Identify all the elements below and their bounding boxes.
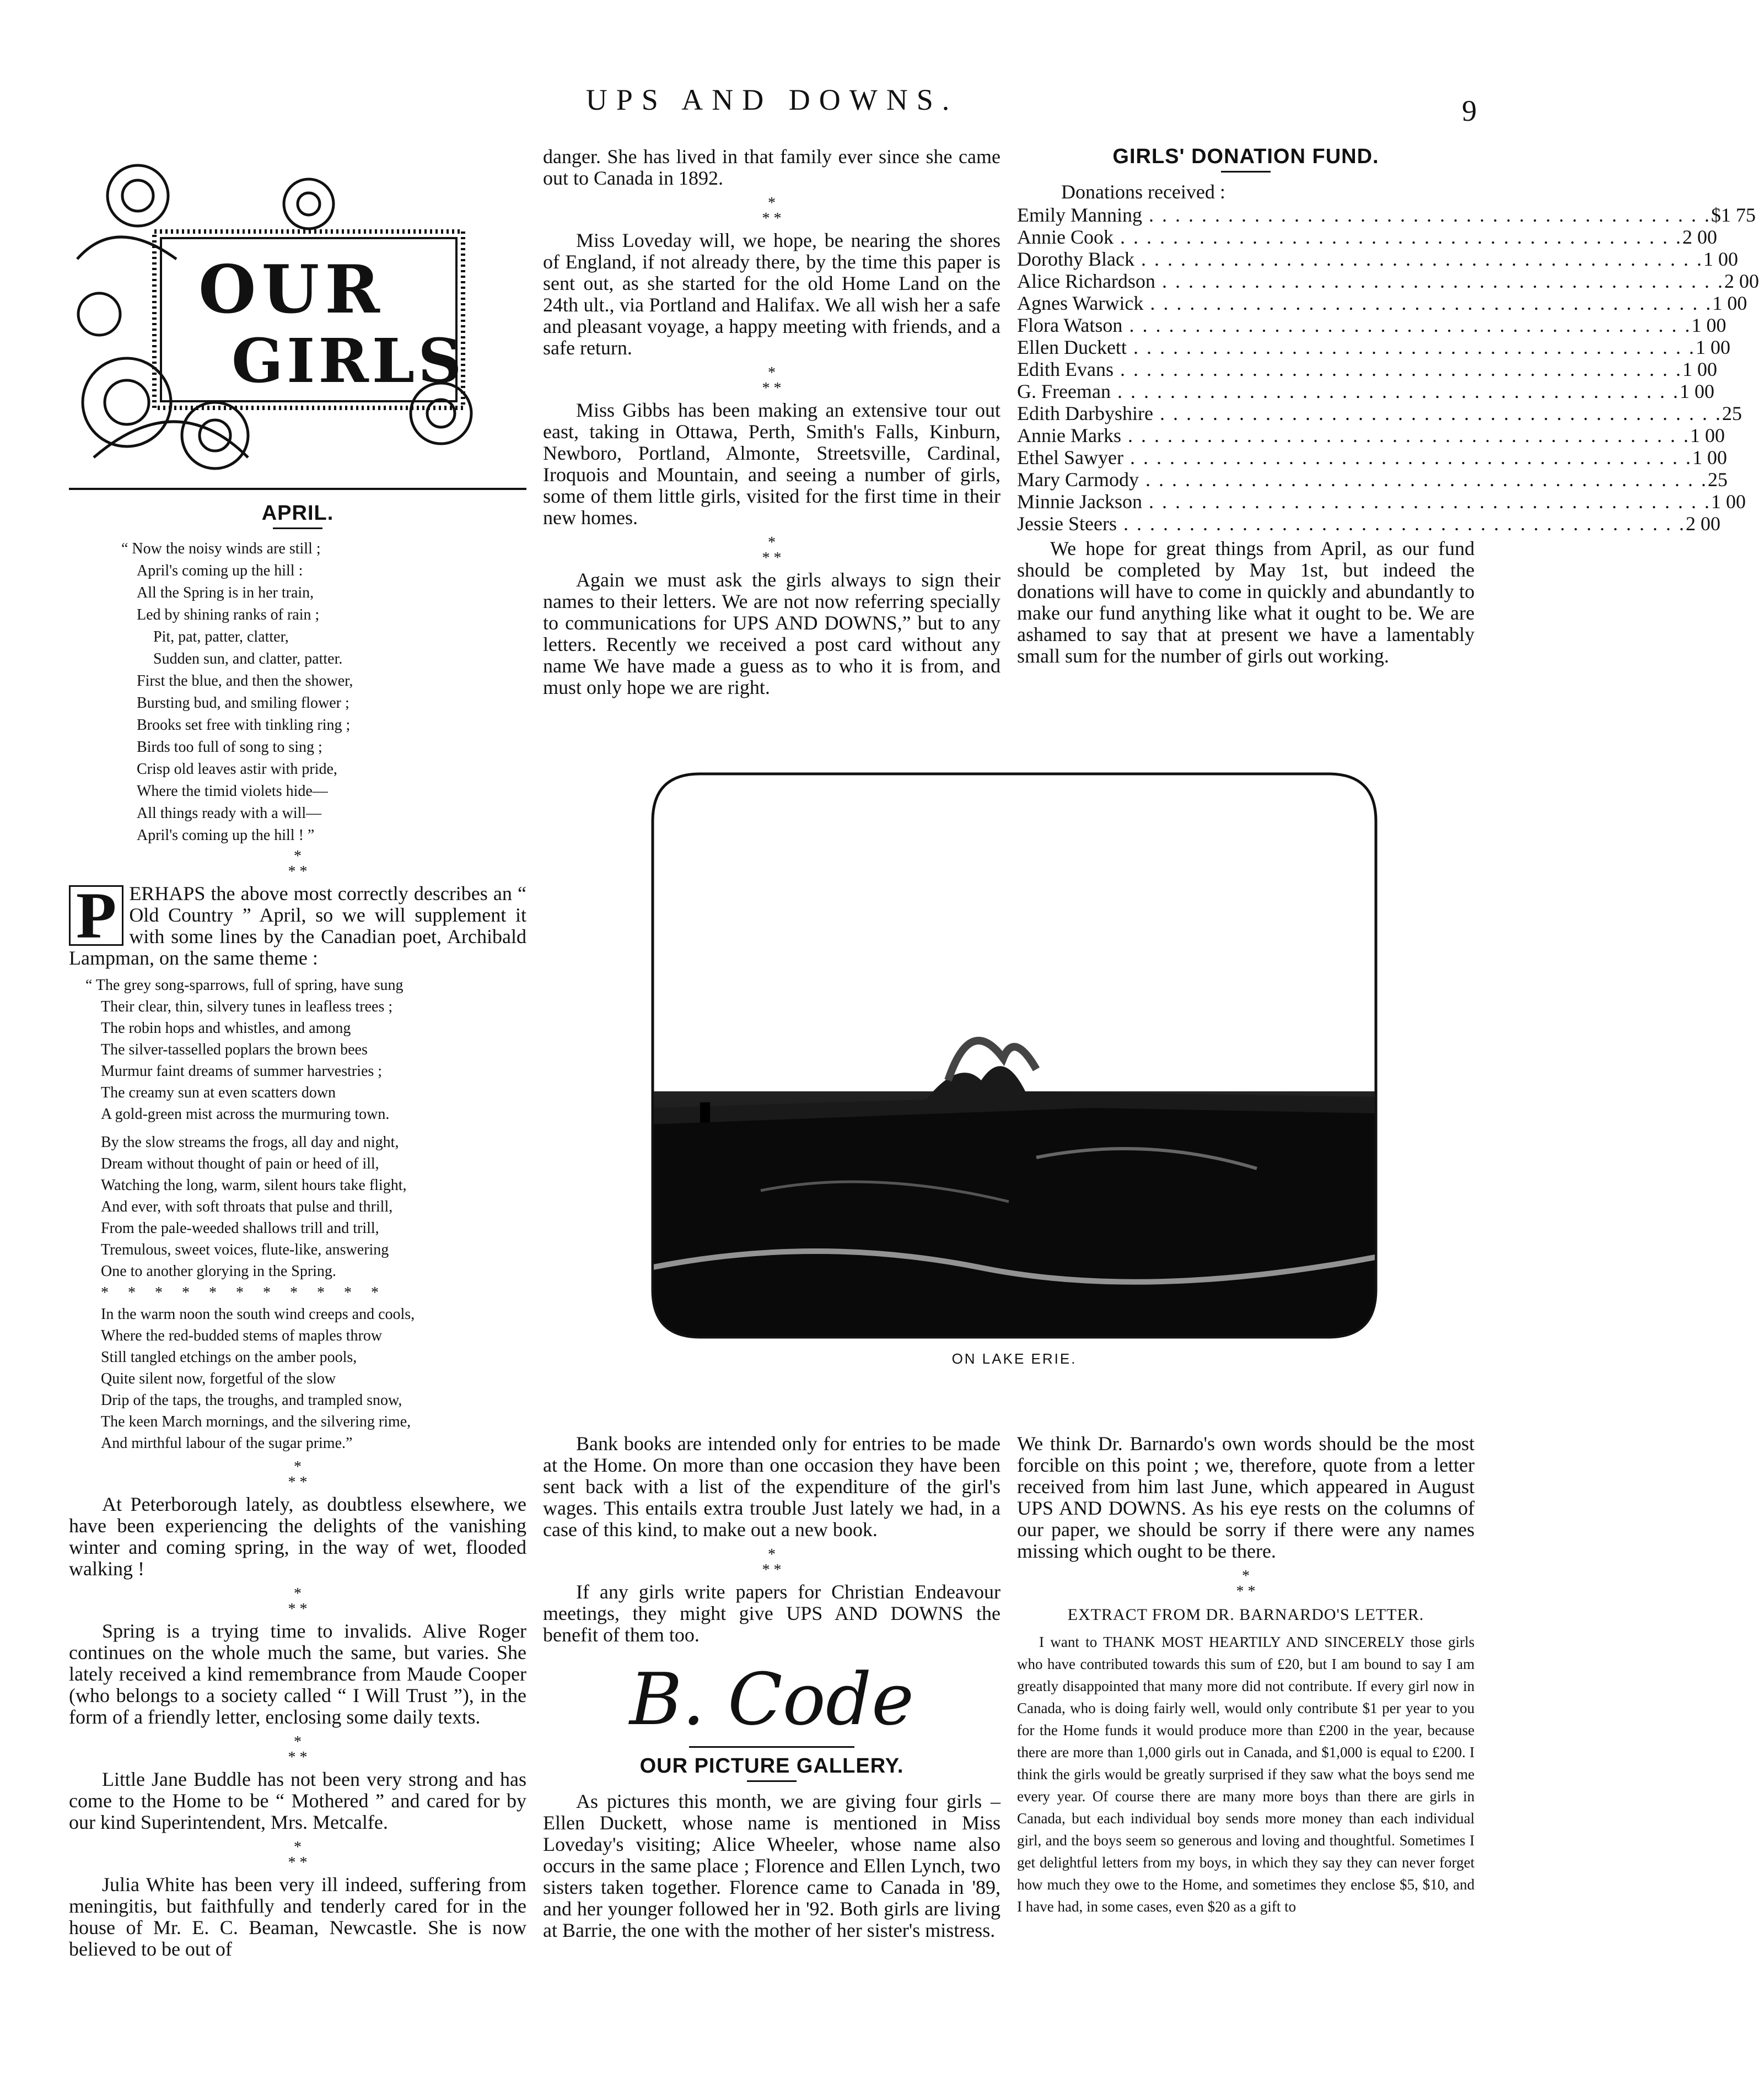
poem-line: April's coming up the hill : bbox=[137, 562, 303, 579]
donation-row bbox=[1017, 358, 1717, 380]
extract-text: I want to THANK MOST HEARTILY AND SINCERELY those girls who have contributed towards this sum of £20, but I am bound to say I am greatly disappointed that many more did not contribute. If every girl now in Canada, who is doing fairly well, would only contribute $1 per year to you for the Home funds it would produce more than £200 in the year, because there are more than 1,000 girls out in Canada, and $1,000 is equal to £200. I think the girls would be greatly surprised if they saw what the boys send me every year. Of course there are many more boys than there are girls in Canada, but each individual boy sends more money than each individual girl, and the boys seem so generous and loving and thoughtful. Sometimes I get delightful letters from my boys, in which they say they can never forget how much they owe to the Home, and sometimes they enclose $5, $10, and I have had, in some cases, even $20 as a gift to bbox=[1017, 1634, 1475, 1915]
poem-line: By the slow streams the frogs, all day and night, bbox=[101, 1134, 399, 1151]
photo-caption: ON LAKE ERIE. bbox=[951, 1350, 1077, 1367]
asterism: * * * bbox=[762, 364, 782, 397]
leader-dots: . . . . . . . . . . . . . . . . . . . . . . . . . . . . . . . . . . . . . . . . . . . bbox=[1138, 469, 1708, 491]
middle-column-bottom bbox=[543, 1433, 1000, 1948]
donation-row bbox=[1017, 491, 1746, 513]
donation-row bbox=[1017, 204, 1756, 226]
donor-name: Dorothy Black bbox=[1017, 248, 1134, 270]
donation-row bbox=[1017, 424, 1725, 446]
donor-name: Edith Evans bbox=[1017, 358, 1114, 380]
donor-name: Agnes Warwick bbox=[1017, 292, 1144, 314]
leader-dots: . . . . . . . . . . . . . . . . . . . . . . . . . . . . . . . . . . . . . . . . . . . bbox=[1121, 424, 1690, 446]
leader-dots: . . . . . . . . . . . . . . . . . . . . . . . . . . . . . . . . . . . . . . . . . . . bbox=[1143, 292, 1713, 314]
lake-erie-photo bbox=[650, 772, 1378, 1339]
april-heading: APRIL. bbox=[261, 502, 334, 525]
asterism: * * * bbox=[288, 1839, 308, 1871]
leader-dots: . . . . . . . . . . . . . . . . . . . . . . . . . . . . . . . . . . . . . . . . . . . bbox=[1153, 402, 1722, 424]
masthead-girls: GIRLS bbox=[232, 325, 465, 396]
masthead-our: OUR bbox=[198, 251, 385, 329]
extract-heading: EXTRACT FROM DR. BARNARDO'S LETTER. bbox=[1067, 1606, 1424, 1624]
donation-amount: 1 00 bbox=[1710, 491, 1746, 513]
donation-row bbox=[1017, 513, 1720, 535]
donor-name: Ellen Duckett bbox=[1017, 336, 1127, 358]
poem-line: Watching the long, warm, silent hours take flight, bbox=[101, 1177, 407, 1194]
left-column bbox=[69, 496, 526, 1967]
asterism: * * * bbox=[762, 534, 782, 567]
middle-column-top bbox=[543, 146, 1000, 705]
donor-name: Emily Manning bbox=[1017, 204, 1142, 226]
asterism: * * * bbox=[288, 848, 308, 880]
donation-row bbox=[1017, 226, 1717, 248]
poem-line: Crisp old leaves astir with pride, bbox=[137, 761, 337, 778]
poem-line: The robin hops and whistles, and among bbox=[101, 1020, 351, 1037]
poem-line: Quite silent now, forgetful of the slow bbox=[101, 1370, 336, 1387]
poem-line: Birds too full of song to sing ; bbox=[137, 739, 322, 756]
poem-line: In the warm noon the south wind creeps and cools, bbox=[101, 1306, 415, 1323]
leader-dots: . . . . . . . . . . . . . . . . . . . . . . . . . . . . . . . . . . . . . . . . . . . bbox=[1134, 248, 1703, 270]
poem-line: All the Spring is in her train, bbox=[137, 584, 314, 601]
donation-amount: 1 00 bbox=[1692, 446, 1727, 469]
donation-row bbox=[1017, 248, 1738, 270]
asterism: * * * bbox=[762, 195, 782, 227]
signature-rule bbox=[689, 1746, 854, 1748]
loveday-paragraph: Miss Loveday will, we hope, be nearing the shores of England, if not already there, by the time this paper is sent out, as she started for the old Home Land on the 24th ult., via Portland and Halifax. We all wish her a safe and pleasant voyage, a happy meeting with friends, and a safe return. bbox=[543, 229, 1000, 359]
jane-buddle-paragraph: Little Jane Buddle has not been very strong and has come to the Home to be “ Mothered ” and cared for by our kind Superintendent, Mrs. Metcalfe. bbox=[69, 1768, 526, 1833]
running-head: UPS AND DOWNS. bbox=[585, 83, 959, 116]
asterism: * * * bbox=[288, 1458, 308, 1491]
asterism: * * * bbox=[288, 1585, 308, 1618]
poem-line: Bursting bud, and smiling flower ; bbox=[137, 694, 349, 712]
lampman-poem bbox=[69, 974, 526, 1454]
picture-gallery-heading: OUR PICTURE GALLERY. bbox=[639, 1754, 904, 1778]
poem-line: “ Now the noisy winds are still ; bbox=[121, 540, 321, 557]
donation-row bbox=[1017, 380, 1714, 402]
leader-dots: . . . . . . . . . . . . . . . . . . . . . . . . . . . . . . . . . . . . . . . . . . . bbox=[1114, 226, 1682, 248]
leader-dots: . . . . . . . . . . . . . . . . . . . . . . . . . . . . . . . . . . . . . . . . . . . bbox=[1113, 358, 1682, 380]
hope-paragraph: We hope for great things from April, as our fund should be completed by May 1st, but indeed the donations will have to come in quickly and abundantly to make our fund anything like what it ought to be. We are ashamed to say that at present we have a lamentably small sum for the number of girls out working. bbox=[1017, 537, 1475, 667]
poem-line: And ever, with soft throats that pulse and thrill, bbox=[101, 1198, 393, 1215]
barnardo-paragraph: We think Dr. Barnardo's own words should be the most forcible on this point ; we, therefore, quote from a letter received from him last June, which appeared in August UPS AND DOWNS. As his eye rests on the columns of our paper, we should be sorry if there were any names missing which ought to be there. bbox=[1017, 1433, 1475, 1562]
donation-amount: 1 00 bbox=[1695, 336, 1730, 358]
asterism: * * * bbox=[762, 1546, 782, 1579]
our-girls-masthead bbox=[66, 149, 507, 480]
poem-ellipsis: * * * * * * * * * * * bbox=[101, 1284, 386, 1301]
sign-names-paragraph: Again we must ask the girls always to sign their names to their letters. We are not now referring specially to communications for UPS AND DOWNS,” but to any letters. Recently we received a post card without any name We have made a guess as to who it is from, and must only hope we are right. bbox=[543, 569, 1000, 698]
donation-amount: 1 00 bbox=[1712, 292, 1747, 314]
donation-amount: 2 00 bbox=[1724, 270, 1759, 292]
gibbs-paragraph: Miss Gibbs has been making an extensive tour out east, taking in Ottawa, Perth, Smith's Falls, Kinburn, Newboro, Portland, Almonte, Streetsville, Cardinal, Iroquois and Mountain, and seeing a number of girls, some of them little girls, visited for the first time in their new homes. bbox=[543, 399, 1000, 529]
donor-name: G. Freeman bbox=[1017, 380, 1111, 402]
donation-row bbox=[1017, 469, 1728, 491]
donations-received-label: Donations received : bbox=[1061, 181, 1225, 203]
christian-endeavour-paragraph: If any girls write papers for Christian Endeavour meetings, they might give UPS AND DOWNS the benefit of them too. bbox=[543, 1581, 1000, 1646]
poem-line: Pit, pat, patter, clatter, bbox=[153, 628, 289, 645]
poem-line: One to another glorying in the Spring. bbox=[101, 1263, 336, 1280]
poem-line: The silver-tasselled poplars the brown bees bbox=[101, 1041, 368, 1058]
donor-name: Annie Cook bbox=[1017, 226, 1114, 248]
stanza bbox=[85, 974, 526, 1125]
poem-line: The creamy sun at even scatters down bbox=[101, 1084, 336, 1101]
donor-name: Minnie Jackson bbox=[1017, 491, 1142, 513]
donation-row bbox=[1017, 402, 1742, 424]
poem-line: April's coming up the hill ! ” bbox=[137, 827, 315, 844]
julia-white-paragraph: Julia White has been very ill indeed, suffering from meningitis, but faithfully and tenderly cared for in the house of Mr. E. C. Beaman, Newcastle. She is now believed to be out of bbox=[69, 1873, 526, 1960]
barnardo-extract bbox=[1017, 1631, 1475, 1918]
donation-amount: 1 00 bbox=[1679, 380, 1714, 402]
donation-row bbox=[1017, 446, 1727, 469]
donor-name: Flora Watson bbox=[1017, 314, 1123, 336]
poem-line: Still tangled etchings on the amber pools, bbox=[101, 1349, 357, 1366]
intro-text: ERHAPS the above most correctly describes an “ Old Country ” April, so we will supplement it with some lines by the Canadian poet, Archibald Lampman, on the same theme : bbox=[69, 882, 526, 969]
donation-amount: 1 00 bbox=[1703, 248, 1738, 270]
heading-rule bbox=[747, 1780, 797, 1782]
poem-line: From the pale-weeded shallows trill and trill, bbox=[101, 1220, 379, 1237]
poem-line: First the blue, and then the shower, bbox=[137, 672, 353, 690]
april-poem bbox=[69, 538, 526, 847]
asterism: * * * bbox=[1236, 1568, 1256, 1600]
donation-row bbox=[1017, 336, 1730, 358]
poem-line: Their clear, thin, silvery tunes in leafless trees ; bbox=[101, 998, 393, 1015]
heading-rule bbox=[273, 527, 322, 529]
poem-line: Dream without thought of pain or heed of ill, bbox=[101, 1155, 379, 1172]
poem-line: The keen March mornings, and the silvering rime, bbox=[101, 1413, 411, 1430]
poem-line: Drip of the taps, the troughs, and trampled snow, bbox=[101, 1392, 402, 1409]
donation-amount: 25 bbox=[1707, 469, 1728, 491]
stanza bbox=[85, 1132, 526, 1282]
peterborough-paragraph: At Peterborough lately, as doubtless elsewhere, we have been experiencing the delights of the vanishing winter and coming spring, in the way of wet, flooded walking ! bbox=[69, 1493, 526, 1580]
asterism: * * * bbox=[288, 1733, 308, 1766]
masthead-rule bbox=[69, 488, 526, 490]
donation-heading: GIRLS' DONATION FUND. bbox=[1112, 145, 1379, 168]
drop-cap: P bbox=[69, 885, 123, 946]
donation-row bbox=[1017, 292, 1747, 314]
intro-paragraph bbox=[69, 879, 526, 969]
spring-paragraph: Spring is a trying time to invalids. Alive Roger continues on the whole much the same, but varies. She lately received a kind remembrance from Maude Cooper (who belongs to a society called “ I Will Trust ”), in the form of a friendly letter, enclosing some daily texts. bbox=[69, 1620, 526, 1728]
stanza bbox=[85, 1304, 526, 1454]
donation-amount: 1 00 bbox=[1690, 424, 1725, 446]
donor-name: Edith Darbyshire bbox=[1017, 402, 1153, 424]
leader-dots: . . . . . . . . . . . . . . . . . . . . . . . . . . . . . . . . . . . . . . . . . . . bbox=[1110, 380, 1680, 402]
poem-line: Led by shining ranks of rain ; bbox=[137, 606, 320, 623]
donation-amount: 2 00 bbox=[1685, 513, 1720, 535]
leader-dots: . . . . . . . . . . . . . . . . . . . . . . . . . . . . . . . . . . . . . . . . . . . bbox=[1155, 270, 1724, 292]
leader-dots: . . . . . . . . . . . . . . . . . . . . . . . . . . . . . . . . . . . . . . . . . . . bbox=[1116, 513, 1686, 535]
poem-line: A gold-green mist across the murmuring town. bbox=[101, 1106, 390, 1123]
donation-list bbox=[1017, 204, 1759, 535]
donation-amount: $1 75 bbox=[1711, 204, 1756, 226]
leader-dots: . . . . . . . . . . . . . . . . . . . . . . . . . . . . . . . . . . . . . . . . . . . bbox=[1123, 446, 1692, 469]
poem-line: Sudden sun, and clatter, patter. bbox=[153, 650, 343, 667]
poem-line: Where the timid violets hide— bbox=[137, 783, 328, 800]
poem-line: Brooks set free with tinkling ring ; bbox=[137, 717, 351, 734]
poem-line: And mirthful labour of the sugar prime.” bbox=[101, 1435, 353, 1452]
heading-rule bbox=[1221, 171, 1271, 173]
donation-row bbox=[1017, 270, 1759, 292]
lake-erie-image bbox=[650, 772, 1378, 1339]
donation-amount: 1 00 bbox=[1691, 314, 1726, 336]
signature: B. Code bbox=[629, 1657, 915, 1741]
donor-name: Mary Carmody bbox=[1017, 469, 1139, 491]
donation-amount: 1 00 bbox=[1682, 358, 1717, 380]
bank-books-paragraph: Bank books are intended only for entries to be made at the Home. On more than one occasion they have been sent back with a list of the expenditure of the girl's wages. This entails extra trouble Just lately we had, in a case of this kind, to make out a new book. bbox=[543, 1433, 1000, 1541]
donor-name: Ethel Sawyer bbox=[1017, 446, 1123, 469]
poem-line: Where the red-budded stems of maples throw bbox=[101, 1327, 383, 1344]
donor-name: Annie Marks bbox=[1017, 424, 1121, 446]
donation-fund bbox=[1017, 145, 1759, 674]
poem-line: Tremulous, sweet voices, flute-like, answering bbox=[101, 1241, 389, 1258]
donation-amount: 25 bbox=[1722, 402, 1742, 424]
donor-name: Jessie Steers bbox=[1017, 513, 1117, 535]
leader-dots: . . . . . . . . . . . . . . . . . . . . . . . . . . . . . . . . . . . . . . . . . . . bbox=[1142, 204, 1711, 226]
donation-amount: 2 00 bbox=[1682, 226, 1717, 248]
right-column-bottom bbox=[1017, 1433, 1475, 1918]
poem-line: “ The grey song-sparrows, full of spring, have sung bbox=[85, 977, 404, 994]
leader-dots: . . . . . . . . . . . . . . . . . . . . . . . . . . . . . . . . . . . . . . . . . . . bbox=[1122, 314, 1692, 336]
page-number: 9 bbox=[1462, 94, 1477, 127]
poem-line: Murmur faint dreams of summer harvestries ; bbox=[101, 1063, 383, 1080]
donor-name: Alice Richardson bbox=[1017, 270, 1155, 292]
donation-row bbox=[1017, 314, 1726, 336]
leader-dots: . . . . . . . . . . . . . . . . . . . . . . . . . . . . . . . . . . . . . . . . . . . bbox=[1142, 491, 1711, 513]
leader-dots: . . . . . . . . . . . . . . . . . . . . . . . . . . . . . . . . . . . . . . . . . . . bbox=[1126, 336, 1696, 358]
danger-paragraph: danger. She has lived in that family ever since she came out to Canada in 1892. bbox=[543, 146, 1000, 189]
poem-line: All things ready with a will— bbox=[137, 805, 322, 822]
picture-gallery-paragraph: As pictures this month, we are giving four girls – Ellen Duckett, whose name is mentioned in Miss Loveday's visiting; Alice Wheeler, whose name also occurs in the same place ; Florence and Ellen Lynch, two sisters taken together. Florence came to Canada in '89, and her younger followed her in '92. Both girls are living at Barrie, the one with the mother of her sister's mistress. bbox=[543, 1790, 1000, 1941]
